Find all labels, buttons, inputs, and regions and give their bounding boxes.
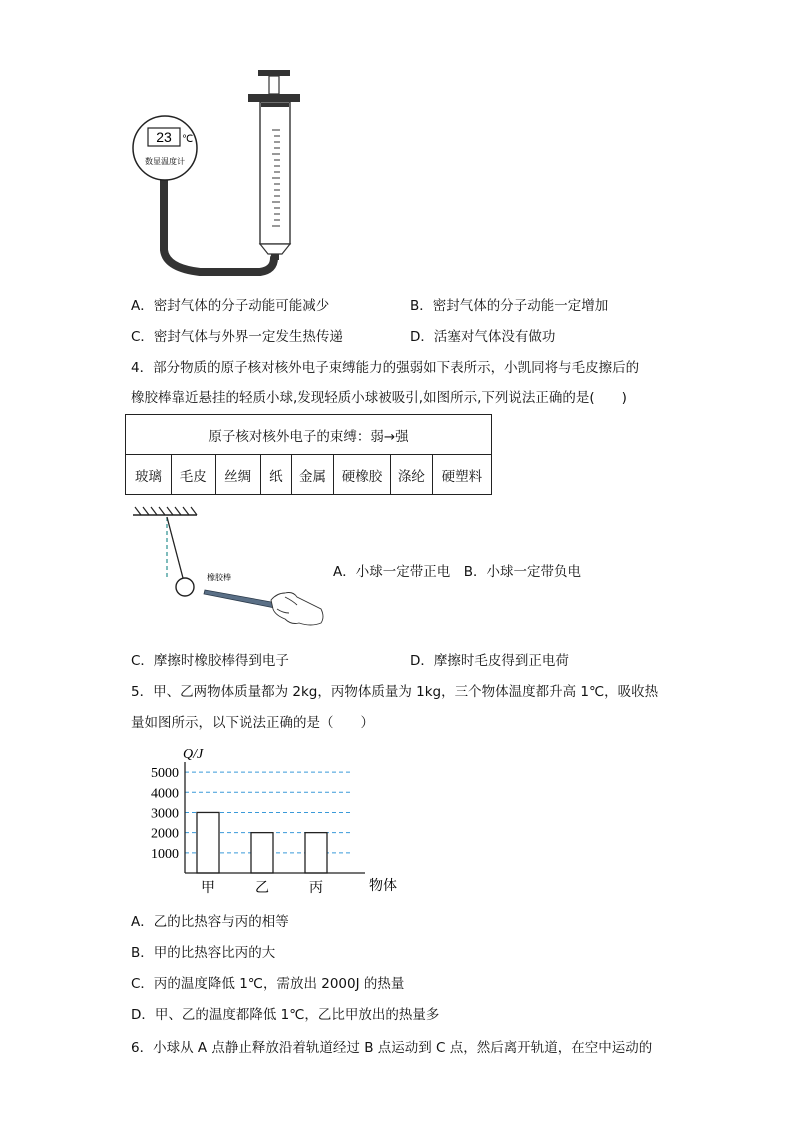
y-tick-label: 4000 <box>151 786 179 802</box>
syringe-tip <box>260 244 290 254</box>
q4-option-ab[interactable]: A．小球一定带正电 B．小球一定带负电 <box>333 564 581 580</box>
plunger-rod <box>269 76 279 94</box>
light-ball <box>176 578 194 596</box>
q4-figure <box>125 505 330 640</box>
y-tick-label: 3000 <box>151 806 179 822</box>
material-table-row <box>126 455 492 495</box>
material-cell: 毛皮 <box>171 455 215 495</box>
thermometer-unit: ℃ <box>182 134 194 145</box>
q5-bar-chart <box>125 740 415 902</box>
material-cell: 涤纶 <box>391 455 433 495</box>
q5-stem-line2: 量如图所示，以下说法正确的是（ ） <box>131 715 374 731</box>
q4-option-c[interactable]: C．摩擦时橡胶棒得到电子 <box>131 653 289 669</box>
material-cell: 丝绸 <box>215 455 260 495</box>
q3-option-d[interactable]: D．活塞对气体没有做功 <box>410 329 556 345</box>
hand-outline <box>271 593 323 626</box>
syringe-flange <box>248 94 300 102</box>
x-tick-label: 丙 <box>309 880 323 896</box>
material-cell: 硬塑料 <box>432 455 491 495</box>
x-tick-label: 乙 <box>255 880 269 896</box>
q3-option-c[interactable]: C．密封气体与外界一定发生热传递 <box>131 329 343 345</box>
suspension-thread <box>167 517 183 578</box>
ceiling-hatch <box>135 507 197 515</box>
q6-stem-line1: 6．小球从 A 点静止释放沿着轨道经过 B 点运动到 C 点，然后离开轨道，在空中运动的 <box>131 1040 653 1056</box>
bar-3 <box>305 833 327 873</box>
rod-label: 橡胶棒 <box>207 573 231 582</box>
q4-option-d[interactable]: D．摩擦时毛皮得到正电荷 <box>410 653 569 669</box>
bar-2 <box>251 833 273 873</box>
q4-stem-line2: 橡胶棒靠近悬挂的轻质小球,发现轻质小球被吸引,如图所示,下列说法正确的是( ) <box>131 390 627 406</box>
y-tick-label: 5000 <box>151 766 179 782</box>
q4-stem-line1: 4．部分物质的原子核对核外电子束缚能力的强弱如下表所示，小凯同将与毛皮擦后的 <box>131 360 640 376</box>
material-table-header: 原子核对核外电子的束缚：弱→强 <box>126 415 492 455</box>
rubber-tube <box>164 176 274 272</box>
q5-option-a[interactable]: A．乙的比热容与丙的相等 <box>131 914 289 930</box>
thermometer-reading: 23 <box>156 129 172 145</box>
syringe-nozzle <box>271 254 279 260</box>
syringe-barrel <box>260 102 290 244</box>
x-tick-label: 甲 <box>201 880 215 896</box>
bar-1 <box>197 812 219 873</box>
thermometer-body <box>133 116 197 180</box>
material-cell: 纸 <box>260 455 292 495</box>
y-tick-label: 1000 <box>151 846 179 862</box>
material-cell: 金属 <box>292 455 334 495</box>
thermometer-label: 数显温度计 <box>145 157 185 166</box>
chart-ylabel: Q/J <box>183 747 204 762</box>
q5-option-c[interactable]: C．丙的温度降低 1℃，需放出 2000J 的热量 <box>131 976 405 992</box>
rubber-rod <box>204 590 277 608</box>
q5-option-b[interactable]: B．甲的比热容比丙的大 <box>131 945 276 961</box>
material-cell: 硬橡胶 <box>333 455 390 495</box>
plunger-cap <box>258 70 290 76</box>
q5-option-d[interactable]: D．甲、乙的温度都降低 1℃，乙比甲放出的热量多 <box>131 1007 440 1023</box>
q3-option-a[interactable]: A．密封气体的分子动能可能减少 <box>131 298 330 314</box>
plunger-head <box>261 103 289 107</box>
material-cell: 玻璃 <box>126 455 172 495</box>
q5-stem-line1: 5．甲、乙两物体质量都为 2kg，丙物体质量为 1kg，三个物体温度都升高 1℃，吸收热 <box>131 684 659 700</box>
q3-option-b[interactable]: B．密封气体的分子动能一定增加 <box>410 298 609 314</box>
chart-xlabel: 物体 <box>369 878 397 894</box>
material-table <box>125 414 492 495</box>
y-tick-label: 2000 <box>151 826 179 842</box>
q3-figure <box>120 60 320 285</box>
